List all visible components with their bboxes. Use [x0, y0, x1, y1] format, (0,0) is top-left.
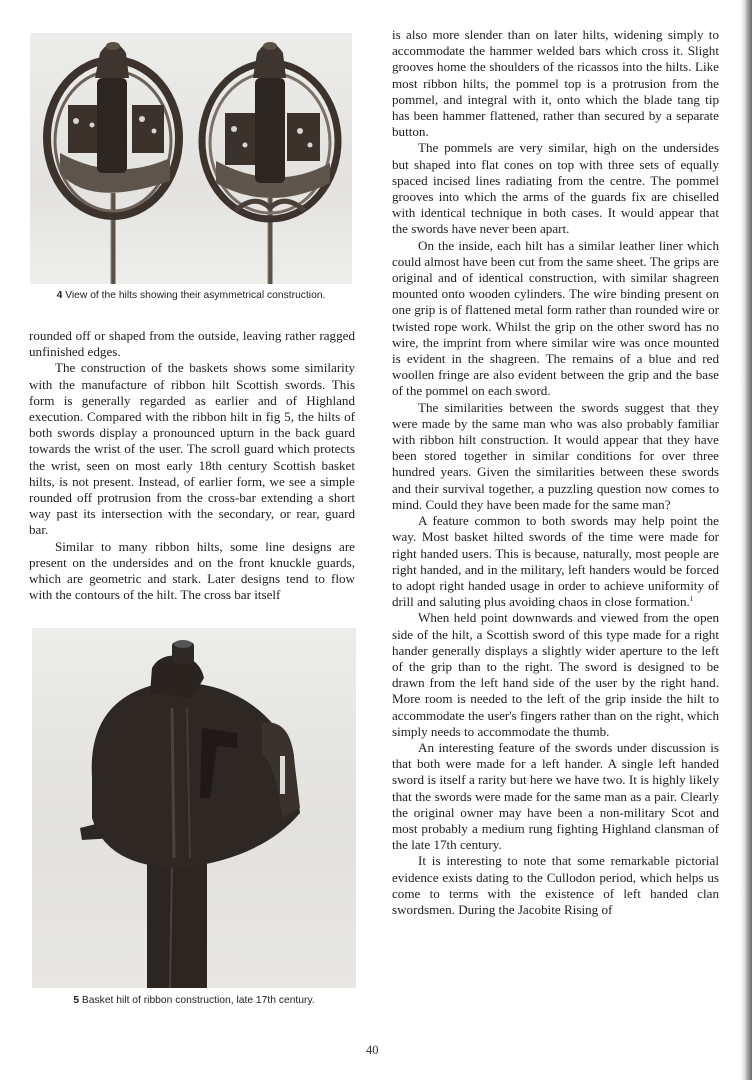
- right-column: [392, 27, 719, 918]
- figure-4-photo: [30, 33, 352, 284]
- paragraph-text: A feature common to both swords may help point the way. Most basket hilted swords of the time were made for right handed users. This is because, naturally, most people are right handed, and in the military, left handers would be forced to adopt right handed usage in order to achieve uniformity of drill and saluting plus avoiding chaos in close formation.: [392, 513, 719, 610]
- paragraph: rounded off or shaped from the outside, leaving rather ragged unfinished edges.: [29, 328, 355, 360]
- page-edge-shadow: [740, 0, 752, 1080]
- sword-hilts-image: [30, 33, 352, 284]
- paragraph: The construction of the baskets shows some similarity with the manufacture of ribbon hilt Scottish swords. This form is generally regarded as earlier and of Highland execution. Compared with the ribbon hilt in fig 5, the hilts of both swords display a pronounced upturn in the back guard towards the wrist of the user. The scroll guard which protects the wrist, seen on most early 18th century Scottish basket hilts, is not present. Instead, of earlier form, we see a simple rounded off protrusion from the cross-bar extending a short way past its intersection with the secondary, or rear, guard bar.: [29, 360, 355, 538]
- figure-5-photo: [32, 628, 356, 988]
- figure-5-caption-text: Basket hilt of ribbon construction, late 17th century.: [81, 995, 315, 1006]
- paragraph: The similarities between the swords suggest that they were made by the same man who was also probably familiar with ribbon hilt construction. It would appear that they have been stored together in similar conditions for over three hundred years. Given the similarities between these swords and their survival together, a puzzling question now comes to mind. Could they have been made for the same man?: [392, 399, 719, 512]
- figure-4-caption: [30, 290, 352, 301]
- paragraph: It is interesting to note that some remarkable pictorial evidence exists dating to the Cullodon period, which helps us come to terms with the existence of left handed clan swordsmen. During the Jacobite Rising of: [392, 853, 719, 917]
- page-number: 40: [366, 1043, 379, 1057]
- figure-4-caption-text: View of the hilts showing their asymmetrical construction.: [65, 290, 326, 301]
- paragraph: [392, 513, 719, 610]
- ribbon-hilt-image: [32, 628, 356, 988]
- figure-5-caption: [32, 995, 356, 1006]
- figure-5-number: 5: [73, 995, 80, 1006]
- figure-4-number: 4: [56, 290, 63, 301]
- footnote-marker: 1: [689, 595, 694, 604]
- paragraph: The pommels are very similar, high on the undersides but shaped into flat cones on top with three sets of equally spaced incised lines radiating from the centre. The pommel grooves into which the arms of the guards fix are chiselled with identical technique in both cases. It would appear that the swords have never been apart.: [392, 140, 719, 237]
- paragraph: Similar to many ribbon hilts, some line designs are present on the undersides and on the front knuckle guards, which are geometric and stark. Later designs tend to flow with the contours of the hilt. The cross bar itself: [29, 538, 355, 603]
- left-column: [29, 328, 355, 603]
- paragraph: An interesting feature of the swords under discussion is that both were made for a left hander. A single left handed sword is itself a rarity but here we have two. It is highly likely that the swords were made for the same man as a pair. Clearly the original owner may have been a non-military Scot and most probably a medium rung fighting Highland clansman of the late 17th century.: [392, 739, 719, 853]
- paragraph: On the inside, each hilt has a similar leather liner which could almost have been cut from the same sheet. The grips are original and of identical construction, with similar shagreen mounted onto wooden cylinders. The wire binding present on one grip is of flattened metal form rather than rounded wire or twisted rope work. Whilst the grip on the other sword has no wire, the imprint from where similar wire was once mounted is evident in the shagreen. The remains of a blue and red woollen fringe are also evident between the grip and the base of the pommel on each sword.: [392, 237, 719, 399]
- paragraph: is also more slender than on later hilts, widening simply to accommodate the hammer welded bars which cross it. Slight grooves home the shoulders of the ricassos into the hilts. Like most ribbon hilts, the pommel top is a protrusion from the pommel, and integral with it, onto which the blade tang tip has been hammer flattened, rather than secured by a separate button.: [392, 27, 719, 140]
- paragraph: When held point downwards and viewed from the open side of the hilt, a Scottish sword of this type made for a right hander generally displays a slightly wider aperture to the left of the grip than to the right. The sword is designed to be drawn from the left hand side of the user by the right hand. More room is needed to the left of the grip inside the hilt to accommodate the user's fingers rather than on the right, which simply needs to accommodate the thumb.: [392, 610, 719, 739]
